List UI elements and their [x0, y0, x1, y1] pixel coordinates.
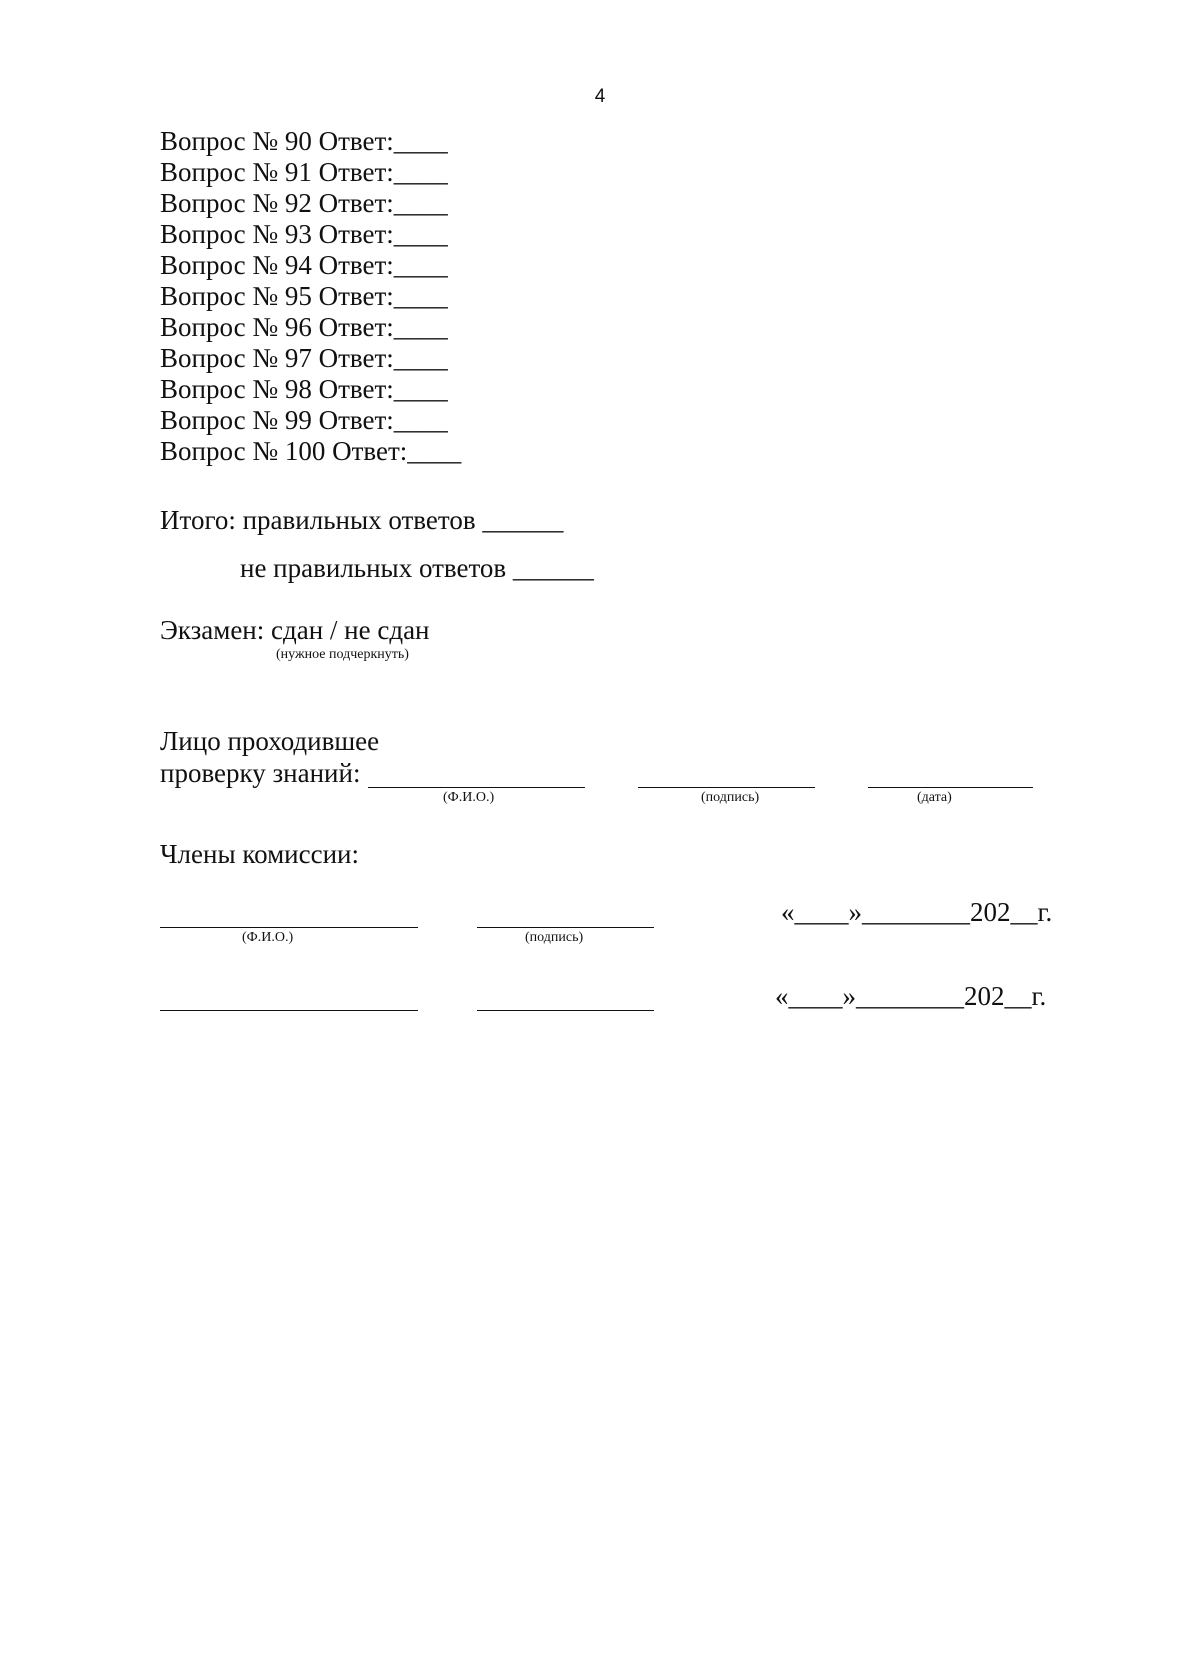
member-2-signature-line: [477, 1010, 654, 1011]
answer-line: Вопрос № 93 Ответ:____: [160, 219, 448, 249]
total-incorrect: не правильных ответов ______: [240, 553, 594, 583]
member-2-date: «____»________202__г.: [775, 981, 1047, 1011]
exam-hint: (нужное подчеркнуть): [276, 647, 409, 662]
commission-title: Члены комиссии:: [160, 839, 359, 869]
examinee-signature-caption: (подпись): [701, 790, 760, 805]
answer-list: [160, 126, 461, 467]
answer-line: Вопрос № 99 Ответ:____: [160, 405, 448, 435]
member-1-fio-caption: (Ф.И.О.): [242, 930, 294, 945]
examinee-fio-caption: (Ф.И.О.): [443, 790, 495, 805]
answer-line: Вопрос № 90 Ответ:____: [160, 126, 448, 156]
answer-line: Вопрос № 95 Ответ:____: [160, 281, 448, 311]
member-1-fio-line: [160, 927, 418, 928]
examinee-date-line: [868, 787, 1033, 788]
examinee-date-caption: (дата): [917, 790, 952, 805]
answer-line: Вопрос № 92 Ответ:____: [160, 188, 448, 218]
answer-line: Вопрос № 98 Ответ:____: [160, 374, 448, 404]
member-1-date: «____»________202__г.: [781, 897, 1053, 927]
member-1-signature-line: [477, 927, 654, 928]
examinee-fio-line: [368, 787, 585, 788]
page-number: 4: [594, 86, 606, 107]
answer-line: Вопрос № 97 Ответ:____: [160, 343, 448, 373]
examinee-label-line2: проверку знаний:: [160, 758, 361, 788]
examinee-label-line1: Лицо проходившее: [160, 726, 380, 756]
answer-line: Вопрос № 100 Ответ:____: [160, 436, 462, 466]
answer-line: Вопрос № 91 Ответ:____: [160, 157, 448, 187]
total-correct: Итого: правильных ответов ______: [160, 505, 564, 535]
answer-line: Вопрос № 96 Ответ:____: [160, 312, 448, 342]
examinee-signature-line: [638, 787, 815, 788]
member-2-fio-line: [160, 1010, 418, 1011]
exam-result: Экзамен: сдан / не сдан: [160, 615, 430, 645]
answer-line: Вопрос № 94 Ответ:____: [160, 250, 448, 280]
member-1-signature-caption: (подпись): [525, 930, 584, 945]
